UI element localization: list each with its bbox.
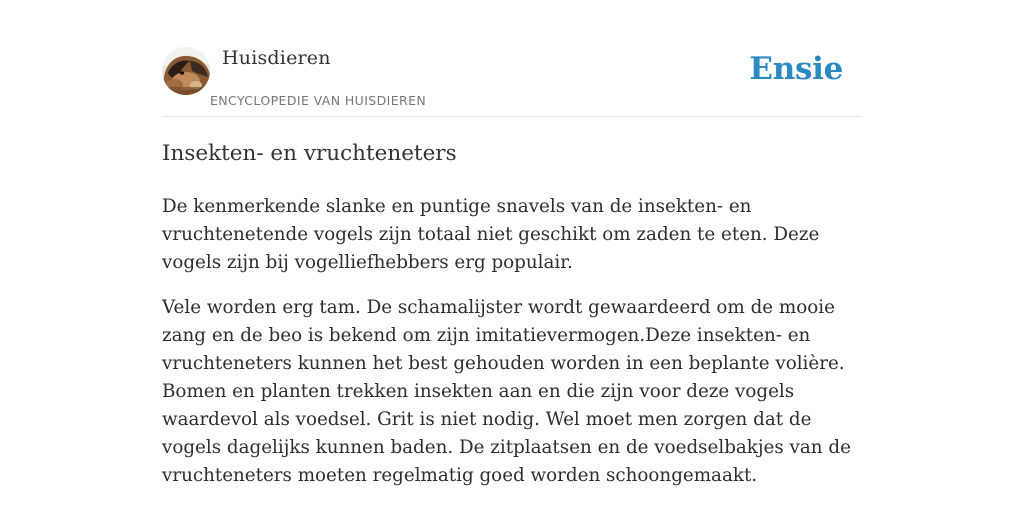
article-paragraph: Vele worden erg tam. De schamalijster wordt gewaardeerd om de mooie zang en de beo is bekend om zijn imitatievermogen.Deze insekten- en vruchteneters kunnen het best gehouden worden in een beplante volière. Bomen en planten trekken insekten aan en die zijn voor deze vogels waardevol als voedsel. Grit is niet nodig. Wel moet men zorgen dat de vogels dagelijks kunnen baden. De zitplaatsen en de voedselbakjes van de vruchteneters moeten regelmatig goed worden schoongemaakt.: [162, 297, 851, 486]
site-name[interactable]: Huisdieren: [222, 47, 331, 69]
brand-logo-link[interactable]: Ensie: [749, 51, 843, 87]
article-paragraph: De kenmerkende slanke en puntige snavels van de insekten- en vruchtenetende vogels zijn totaal niet geschikt om zaden te eten. Deze vogels zijn bij vogelliefhebbers erg populair.: [162, 196, 820, 273]
dog-photo-icon[interactable]: [162, 47, 210, 95]
article-title: Insekten- en vruchteneters: [162, 141, 457, 166]
site-subtitle: ENCYCLOPEDIE VAN HUISDIEREN: [210, 93, 427, 108]
site-header: [162, 44, 862, 117]
article-body: [162, 193, 862, 507]
avatar-image: [162, 47, 210, 95]
